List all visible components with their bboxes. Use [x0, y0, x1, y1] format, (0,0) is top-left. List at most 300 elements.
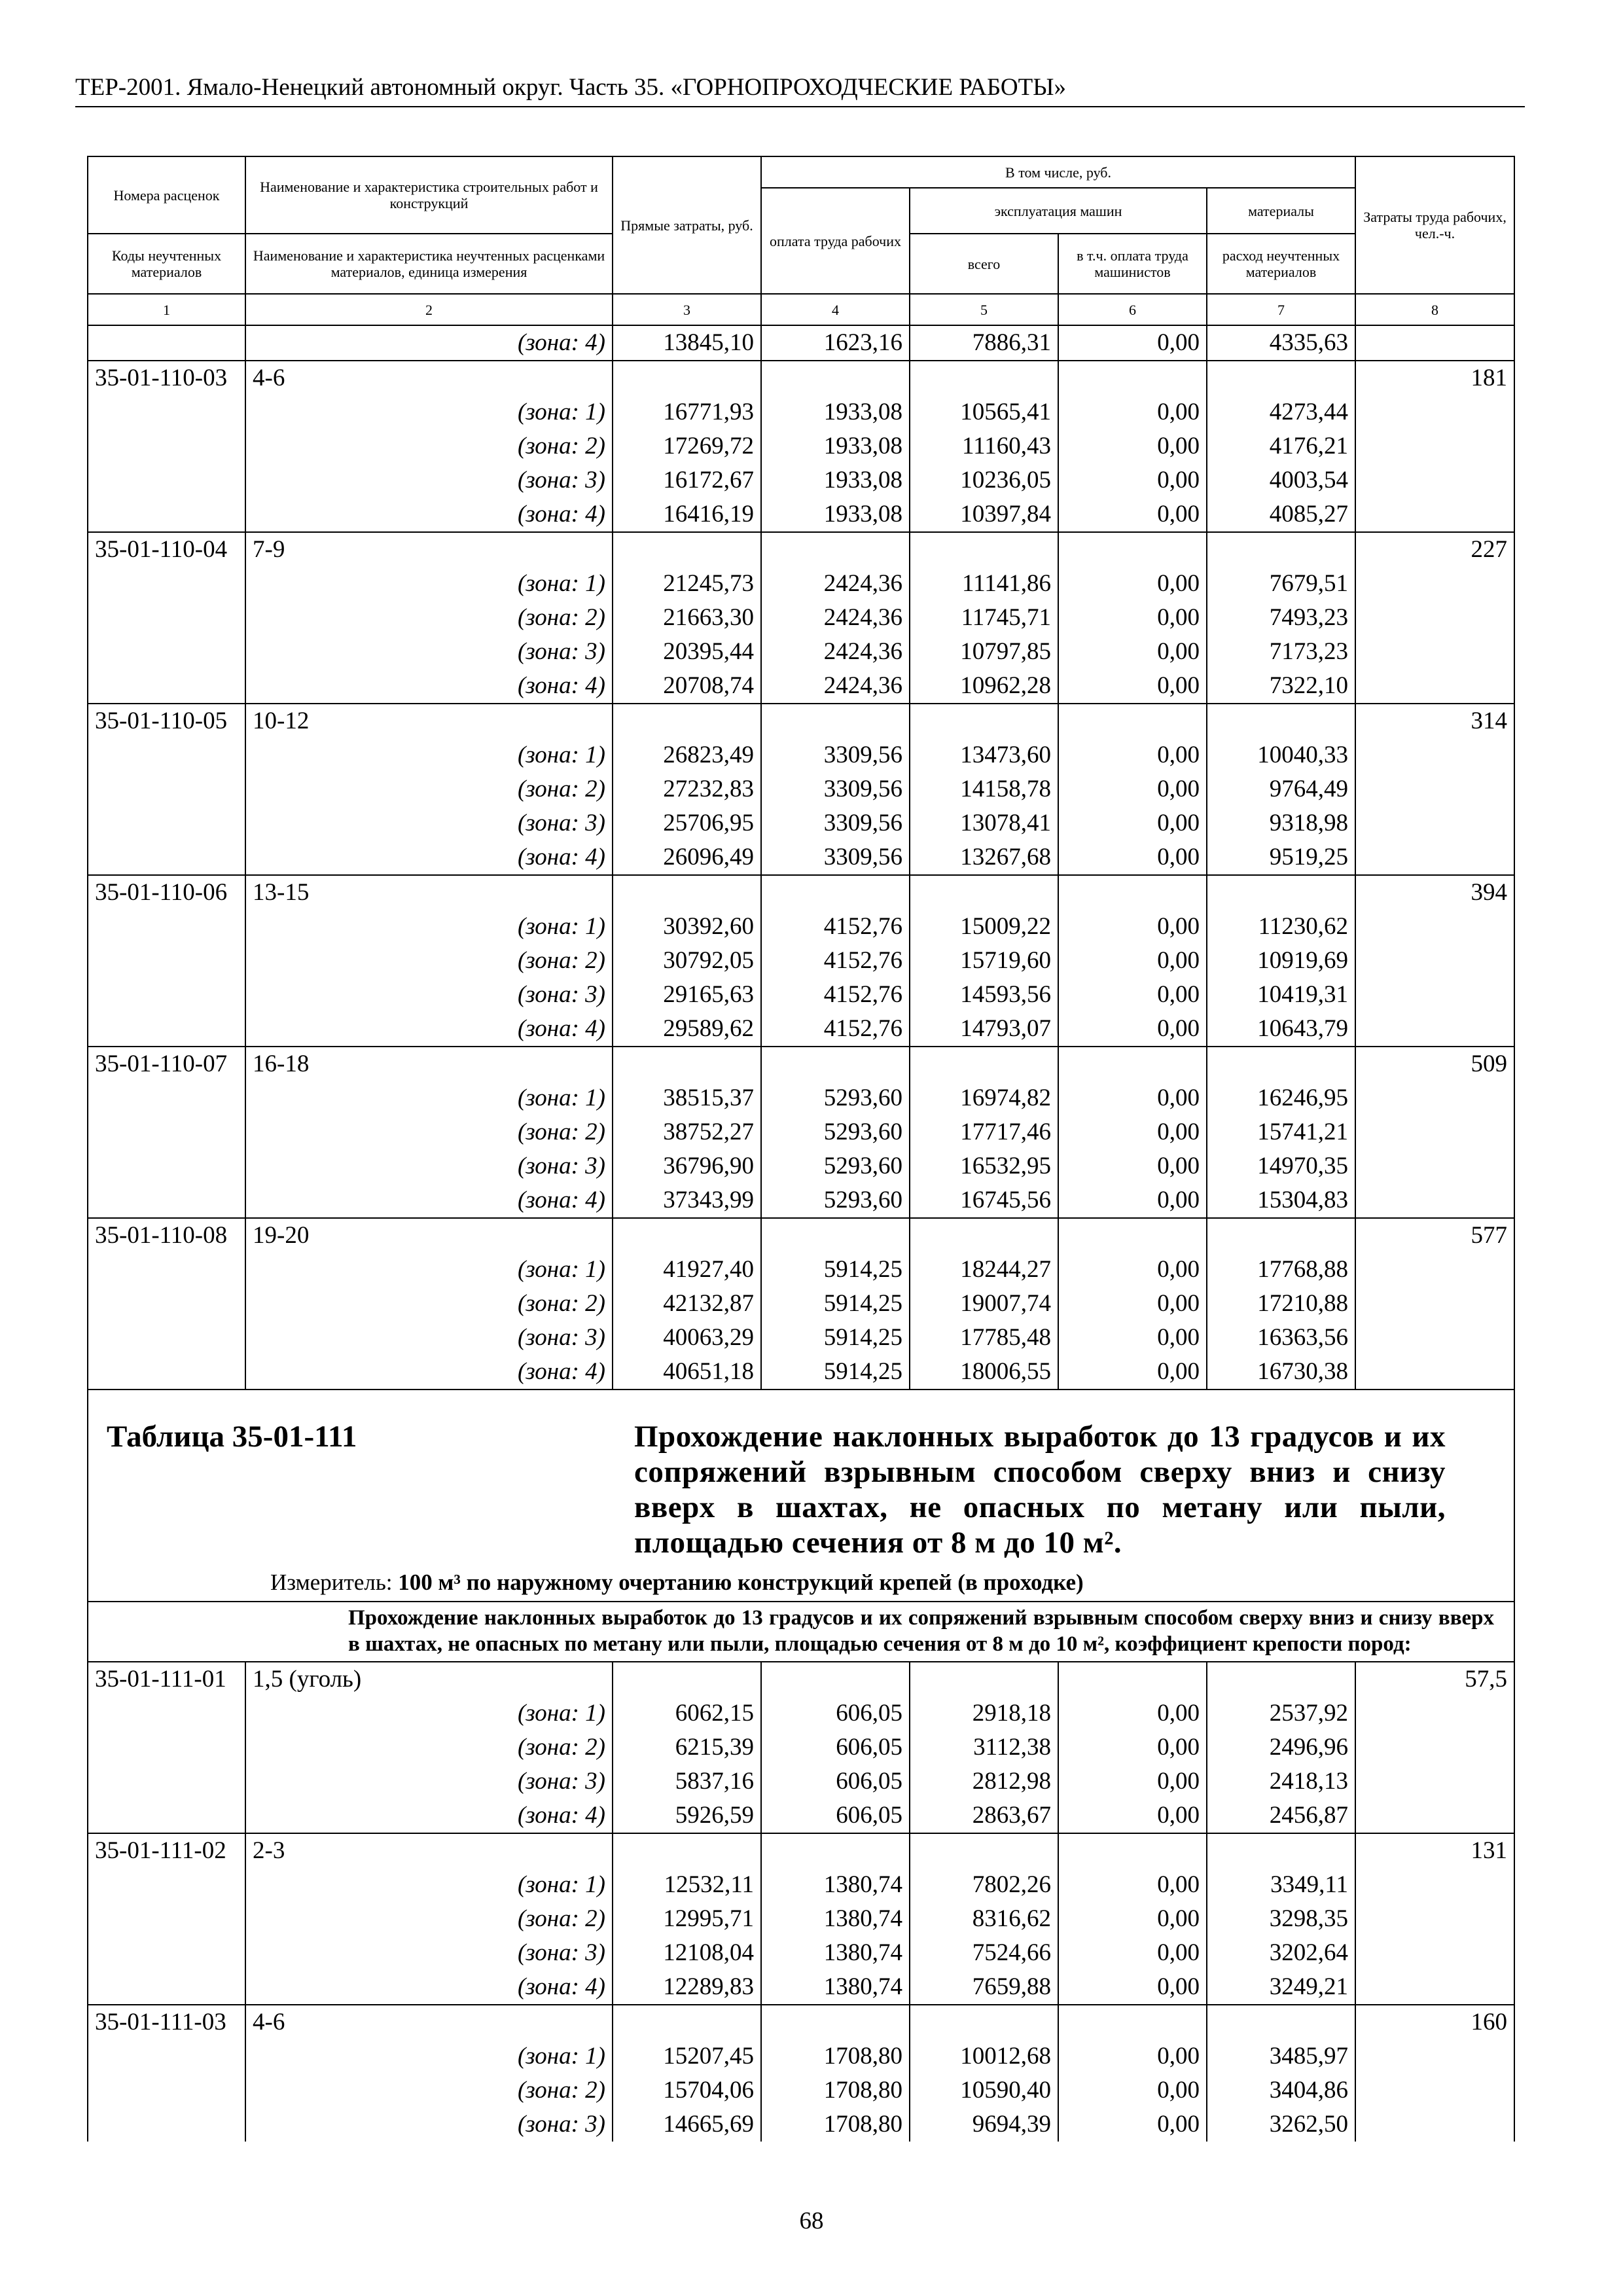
rate-name: 2-3	[245, 1833, 613, 1868]
machinist-pay: 0,00	[1058, 635, 1207, 669]
worker-pay: 3309,56	[761, 772, 910, 806]
column-number: 2	[245, 294, 613, 325]
materials-cost: 3485,97	[1207, 2039, 1355, 2073]
direct-costs: 12532,11	[613, 1868, 761, 1902]
empty-cell	[1355, 1253, 1514, 1287]
header-worker-pay: оплата труда рабочих	[761, 188, 910, 294]
zone-label: (зона: 2)	[245, 1287, 613, 1321]
machinist-pay: 0,00	[1058, 1149, 1207, 1183]
materials-cost: 3404,86	[1207, 2073, 1355, 2108]
zone-row	[88, 497, 1514, 532]
machinist-pay: 0,00	[1058, 1799, 1207, 1833]
materials-cost: 7493,23	[1207, 601, 1355, 635]
empty-cell	[1355, 772, 1514, 806]
zone-label: (зона: 1)	[245, 395, 613, 429]
empty-cell	[1355, 978, 1514, 1012]
worker-pay: 5293,60	[761, 1115, 910, 1149]
materials-cost: 9318,98	[1207, 806, 1355, 840]
measure-prefix: Измеритель:	[270, 1570, 399, 1595]
materials-cost: 2456,87	[1207, 1799, 1355, 1833]
rate-name: 4-6	[245, 2005, 613, 2039]
empty-cell	[1355, 429, 1514, 463]
machines-total: 11141,86	[910, 567, 1058, 601]
empty-cell	[761, 361, 910, 395]
empty-cell	[1355, 325, 1514, 361]
direct-costs: 30392,60	[613, 910, 761, 944]
worker-pay: 1380,74	[761, 1970, 910, 2005]
zone-row	[88, 601, 1514, 635]
worker-pay: 5914,25	[761, 1321, 910, 1355]
zone-label: (зона: 4)	[245, 325, 613, 361]
zone-label: (зона: 1)	[245, 1253, 613, 1287]
worker-pay: 5914,25	[761, 1287, 910, 1321]
header-column-numbers	[88, 294, 1514, 325]
empty-cell	[613, 1833, 761, 1868]
header-material-names: Наименование и характеристика неучтенных расценками материалов, единица измерения	[245, 234, 613, 294]
zone-label: (зона: 4)	[245, 669, 613, 704]
rate-row	[88, 361, 1514, 395]
direct-costs: 17269,72	[613, 429, 761, 463]
rate-code: 35-01-111-02	[88, 1833, 245, 1868]
worker-pay: 606,05	[761, 1799, 910, 1833]
rate-row	[88, 1662, 1514, 1696]
zone-row	[88, 1868, 1514, 1902]
empty-cell	[1058, 532, 1207, 567]
machines-total: 9694,39	[910, 2108, 1058, 2142]
empty-cell	[1355, 2073, 1514, 2108]
machinist-pay: 0,00	[1058, 1115, 1207, 1149]
machinist-pay: 0,00	[1058, 840, 1207, 875]
machines-total: 13473,60	[910, 738, 1058, 772]
empty-cell	[88, 395, 245, 429]
direct-costs: 16172,67	[613, 463, 761, 497]
zone-row	[88, 738, 1514, 772]
empty-cell	[88, 772, 245, 806]
empty-cell	[1058, 1833, 1207, 1868]
empty-cell	[1355, 738, 1514, 772]
machines-total: 2812,98	[910, 1765, 1058, 1799]
header-material-codes: Коды неучтенных материалов	[88, 234, 245, 294]
materials-cost: 3202,64	[1207, 1936, 1355, 1970]
machinist-pay: 0,00	[1058, 1012, 1207, 1047]
empty-cell	[910, 532, 1058, 567]
empty-cell	[613, 875, 761, 910]
empty-cell	[88, 2108, 245, 2142]
materials-cost: 16246,95	[1207, 1081, 1355, 1115]
empty-cell	[1355, 1149, 1514, 1183]
empty-cell	[613, 2005, 761, 2039]
zone-label: (зона: 2)	[245, 1902, 613, 1936]
materials-cost: 17210,88	[1207, 1287, 1355, 1321]
empty-cell	[613, 1662, 761, 1696]
empty-cell	[910, 2005, 1058, 2039]
zone-row	[88, 944, 1514, 978]
worker-pay: 1933,08	[761, 463, 910, 497]
zone-row	[88, 1287, 1514, 1321]
machinist-pay: 0,00	[1058, 910, 1207, 944]
rate-name: 4-6	[245, 361, 613, 395]
zone-label: (зона: 3)	[245, 1321, 613, 1355]
worker-pay: 2424,36	[761, 567, 910, 601]
materials-cost: 4003,54	[1207, 463, 1355, 497]
header-machine-operation: эксплуатация машин	[910, 188, 1207, 234]
machinist-pay: 0,00	[1058, 1902, 1207, 1936]
rate-name: 16-18	[245, 1047, 613, 1081]
empty-cell	[1355, 910, 1514, 944]
machinist-pay: 0,00	[1058, 1287, 1207, 1321]
empty-cell	[88, 978, 245, 1012]
labor-cost: 160	[1355, 2005, 1514, 2039]
empty-cell	[88, 738, 245, 772]
zone-row	[88, 978, 1514, 1012]
machines-total: 3112,38	[910, 1731, 1058, 1765]
rate-code: 35-01-110-05	[88, 704, 245, 738]
empty-cell	[1355, 1321, 1514, 1355]
labor-cost: 314	[1355, 704, 1514, 738]
empty-cell	[910, 704, 1058, 738]
rate-row	[88, 1047, 1514, 1081]
zone-row	[88, 463, 1514, 497]
machines-total: 16745,56	[910, 1183, 1058, 1218]
machines-total: 17717,46	[910, 1115, 1058, 1149]
materials-cost: 11230,62	[1207, 910, 1355, 944]
empty-cell	[88, 669, 245, 704]
machinist-pay: 0,00	[1058, 2039, 1207, 2073]
zone-row	[88, 635, 1514, 669]
empty-cell	[1355, 1287, 1514, 1321]
empty-cell	[88, 1321, 245, 1355]
worker-pay: 1933,08	[761, 429, 910, 463]
rate-row	[88, 532, 1514, 567]
column-number: 4	[761, 294, 910, 325]
zone-row	[88, 1081, 1514, 1115]
zone-label: (зона: 3)	[245, 1936, 613, 1970]
machines-total: 7524,66	[910, 1936, 1058, 1970]
empty-cell	[1355, 1115, 1514, 1149]
empty-cell	[761, 704, 910, 738]
empty-cell	[88, 497, 245, 532]
machinist-pay: 0,00	[1058, 772, 1207, 806]
zone-label: (зона: 4)	[245, 497, 613, 532]
work-description: Прохождение наклонных выработок до 13 градусов и их сопряжений взрывным способом сверху вниз и снизу вверх в шахтах, не опасных по метану или пыли, площадью сечения от 8 м до 10 м², коэффициент крепости пород:	[88, 1602, 1514, 1662]
empty-cell	[910, 1047, 1058, 1081]
materials-cost: 10040,33	[1207, 738, 1355, 772]
labor-cost: 57,5	[1355, 1662, 1514, 1696]
zone-label: (зона: 2)	[245, 944, 613, 978]
machines-total: 10590,40	[910, 2073, 1058, 2108]
direct-costs: 37343,99	[613, 1183, 761, 1218]
measure-rest: по наружному очертанию конструкций крепей (в проходке)	[460, 1570, 1084, 1595]
zone-row	[88, 1115, 1514, 1149]
worker-pay: 2424,36	[761, 669, 910, 704]
zone-row	[88, 1321, 1514, 1355]
zone-label: (зона: 3)	[245, 806, 613, 840]
worker-pay: 4152,76	[761, 1012, 910, 1047]
empty-cell	[1207, 1218, 1355, 1253]
empty-cell	[1058, 1662, 1207, 1696]
rate-code: 35-01-111-03	[88, 2005, 245, 2039]
empty-cell	[1058, 875, 1207, 910]
materials-cost: 7322,10	[1207, 669, 1355, 704]
zone-row	[88, 669, 1514, 704]
zone-row	[88, 910, 1514, 944]
worker-pay: 2424,36	[761, 601, 910, 635]
materials-cost: 10919,69	[1207, 944, 1355, 978]
materials-cost: 2418,13	[1207, 1765, 1355, 1799]
direct-costs: 40651,18	[613, 1355, 761, 1390]
header-materials: материалы	[1207, 188, 1355, 234]
empty-cell	[88, 325, 245, 361]
worker-pay: 4152,76	[761, 910, 910, 944]
direct-costs: 42132,87	[613, 1287, 761, 1321]
machines-total: 16974,82	[910, 1081, 1058, 1115]
direct-costs: 5926,59	[613, 1799, 761, 1833]
empty-cell	[1355, 1081, 1514, 1115]
machinist-pay: 0,00	[1058, 1081, 1207, 1115]
machines-total: 15719,60	[910, 944, 1058, 978]
empty-cell	[88, 1253, 245, 1287]
empty-cell	[761, 1662, 910, 1696]
materials-cost: 4085,27	[1207, 497, 1355, 532]
table-title: Прохождение наклонных выработок до 13 градусов и их сопряжений взрывным способом сверху вниз и снизу вверх в шахтах, не опасных по метану или пыли, площадью сечения от 8 м до 10 м².	[634, 1420, 1446, 1560]
machinist-pay: 0,00	[1058, 567, 1207, 601]
header-including: В том числе, руб.	[761, 156, 1355, 188]
materials-cost: 7679,51	[1207, 567, 1355, 601]
zone-label: (зона: 1)	[245, 910, 613, 944]
header-labor-costs: Затраты труда рабочих, чел.-ч.	[1355, 156, 1514, 294]
rate-code: 35-01-110-03	[88, 361, 245, 395]
zone-row	[88, 1183, 1514, 1218]
zone-label: (зона: 3)	[245, 463, 613, 497]
zone-row	[88, 1936, 1514, 1970]
zone-row	[88, 1970, 1514, 2005]
zone-label: (зона: 1)	[245, 1081, 613, 1115]
worker-pay: 1708,80	[761, 2039, 910, 2073]
zone-label: (зона: 4)	[245, 1183, 613, 1218]
zone-row	[88, 2073, 1514, 2108]
column-number: 7	[1207, 294, 1355, 325]
zone-label: (зона: 2)	[245, 601, 613, 635]
empty-cell	[88, 1183, 245, 1218]
machinist-pay: 0,00	[1058, 429, 1207, 463]
empty-cell	[88, 601, 245, 635]
zone-label: (зона: 2)	[245, 772, 613, 806]
direct-costs: 29589,62	[613, 1012, 761, 1047]
direct-costs: 27232,83	[613, 772, 761, 806]
header-rate-number: Номера расценок	[88, 156, 245, 234]
zone-row	[88, 1149, 1514, 1183]
machinist-pay: 0,00	[1058, 1936, 1207, 1970]
machinist-pay: 0,00	[1058, 2108, 1207, 2142]
zone-label: (зона: 4)	[245, 1012, 613, 1047]
empty-cell	[1355, 463, 1514, 497]
materials-cost: 3349,11	[1207, 1868, 1355, 1902]
empty-cell	[1355, 1012, 1514, 1047]
worker-pay: 5914,25	[761, 1253, 910, 1287]
worker-pay: 1623,16	[761, 325, 910, 361]
empty-cell	[1355, 1936, 1514, 1970]
machinist-pay: 0,00	[1058, 738, 1207, 772]
labor-cost: 131	[1355, 1833, 1514, 1868]
rate-name: 19-20	[245, 1218, 613, 1253]
empty-cell	[1207, 361, 1355, 395]
table-body-part-2	[88, 1662, 1514, 2142]
machines-total: 11745,71	[910, 601, 1058, 635]
empty-cell	[1058, 361, 1207, 395]
table-title-block	[88, 1390, 1514, 1662]
rate-row	[88, 1833, 1514, 1868]
materials-cost: 10643,79	[1207, 1012, 1355, 1047]
machinist-pay: 0,00	[1058, 1696, 1207, 1731]
machines-total: 15009,22	[910, 910, 1058, 944]
machines-total: 10962,28	[910, 669, 1058, 704]
empty-cell	[88, 1287, 245, 1321]
empty-cell	[910, 1833, 1058, 1868]
empty-cell	[88, 1868, 245, 1902]
zone-row	[88, 567, 1514, 601]
zone-label: (зона: 3)	[245, 635, 613, 669]
machinist-pay: 0,00	[1058, 1731, 1207, 1765]
empty-cell	[88, 635, 245, 669]
machines-total: 10236,05	[910, 463, 1058, 497]
zone-row	[88, 1253, 1514, 1287]
empty-cell	[1355, 1799, 1514, 1833]
zone-row	[88, 429, 1514, 463]
column-number: 3	[613, 294, 761, 325]
machines-total: 7886,31	[910, 325, 1058, 361]
worker-pay: 4152,76	[761, 978, 910, 1012]
empty-cell	[1355, 497, 1514, 532]
rate-name: 13-15	[245, 875, 613, 910]
empty-cell	[88, 2073, 245, 2108]
empty-cell	[88, 1765, 245, 1799]
empty-cell	[613, 532, 761, 567]
direct-costs: 26823,49	[613, 738, 761, 772]
empty-cell	[1355, 1765, 1514, 1799]
machines-total: 19007,74	[910, 1287, 1058, 1321]
direct-costs: 21663,30	[613, 601, 761, 635]
empty-cell	[88, 910, 245, 944]
machinist-pay: 0,00	[1058, 325, 1207, 361]
materials-cost: 4335,63	[1207, 325, 1355, 361]
rate-name: 1,5 (уголь)	[245, 1662, 613, 1696]
worker-pay: 1380,74	[761, 1902, 910, 1936]
empty-cell	[1355, 395, 1514, 429]
worker-pay: 1708,80	[761, 2108, 910, 2142]
empty-cell	[910, 1218, 1058, 1253]
empty-cell	[1355, 1696, 1514, 1731]
materials-cost: 4176,21	[1207, 429, 1355, 463]
header-work-name: Наименование и характеристика строительных работ и конструкций	[245, 156, 613, 234]
empty-cell	[88, 567, 245, 601]
empty-cell	[1058, 2005, 1207, 2039]
empty-cell	[88, 1970, 245, 2005]
machines-total: 10565,41	[910, 395, 1058, 429]
empty-cell	[88, 944, 245, 978]
empty-cell	[1355, 806, 1514, 840]
direct-costs: 20708,74	[613, 669, 761, 704]
page-header: ТЕР-2001. Ямало-Ненецкий автономный округ. Часть 35. «ГОРНОПРОХОДЧЕСКИЕ РАБОТЫ»	[75, 73, 1525, 107]
empty-cell	[1058, 1218, 1207, 1253]
empty-cell	[1207, 2005, 1355, 2039]
empty-cell	[1355, 635, 1514, 669]
direct-costs: 16416,19	[613, 497, 761, 532]
machines-total: 11160,43	[910, 429, 1058, 463]
zone-row	[88, 1731, 1514, 1765]
zone-row	[88, 1696, 1514, 1731]
rate-code: 35-01-110-06	[88, 875, 245, 910]
materials-cost: 2496,96	[1207, 1731, 1355, 1765]
zone-row	[88, 325, 1514, 361]
machinist-pay: 0,00	[1058, 1253, 1207, 1287]
column-number: 5	[910, 294, 1058, 325]
empty-cell	[88, 1115, 245, 1149]
zone-label: (зона: 1)	[245, 1696, 613, 1731]
materials-cost: 15304,83	[1207, 1183, 1355, 1218]
empty-cell	[910, 361, 1058, 395]
table-header	[88, 156, 1514, 325]
direct-costs: 26096,49	[613, 840, 761, 875]
machines-total: 14793,07	[910, 1012, 1058, 1047]
direct-costs: 30792,05	[613, 944, 761, 978]
direct-costs: 21245,73	[613, 567, 761, 601]
empty-cell	[1058, 704, 1207, 738]
empty-cell	[1355, 601, 1514, 635]
direct-costs: 25706,95	[613, 806, 761, 840]
machines-total: 7659,88	[910, 1970, 1058, 2005]
direct-costs: 6062,15	[613, 1696, 761, 1731]
zone-label: (зона: 4)	[245, 1355, 613, 1390]
zone-label: (зона: 3)	[245, 978, 613, 1012]
page-number: 68	[799, 2208, 824, 2234]
materials-cost: 9764,49	[1207, 772, 1355, 806]
empty-cell	[1355, 2108, 1514, 2142]
machines-total: 13267,68	[910, 840, 1058, 875]
materials-cost: 10419,31	[1207, 978, 1355, 1012]
machinist-pay: 0,00	[1058, 1321, 1207, 1355]
direct-costs: 41927,40	[613, 1253, 761, 1287]
direct-costs: 40063,29	[613, 1321, 761, 1355]
zone-row	[88, 806, 1514, 840]
empty-cell	[761, 1218, 910, 1253]
empty-cell	[761, 875, 910, 910]
rate-row	[88, 875, 1514, 910]
table-body-part-1	[88, 325, 1514, 1390]
labor-cost: 577	[1355, 1218, 1514, 1253]
machinist-pay: 0,00	[1058, 463, 1207, 497]
worker-pay: 606,05	[761, 1696, 910, 1731]
zone-row	[88, 1355, 1514, 1390]
empty-cell	[1355, 1970, 1514, 2005]
empty-cell	[761, 1833, 910, 1868]
empty-cell	[1207, 1662, 1355, 1696]
zone-row	[88, 1012, 1514, 1047]
worker-pay: 3309,56	[761, 738, 910, 772]
column-number: 1	[88, 294, 245, 325]
empty-cell	[761, 532, 910, 567]
rate-row	[88, 704, 1514, 738]
materials-cost: 17768,88	[1207, 1253, 1355, 1287]
empty-cell	[1355, 1355, 1514, 1390]
direct-costs: 15704,06	[613, 2073, 761, 2108]
empty-cell	[613, 1218, 761, 1253]
direct-costs: 6215,39	[613, 1731, 761, 1765]
worker-pay: 4152,76	[761, 944, 910, 978]
direct-costs: 38752,27	[613, 1115, 761, 1149]
worker-pay: 2424,36	[761, 635, 910, 669]
zone-label: (зона: 1)	[245, 567, 613, 601]
direct-costs: 20395,44	[613, 635, 761, 669]
